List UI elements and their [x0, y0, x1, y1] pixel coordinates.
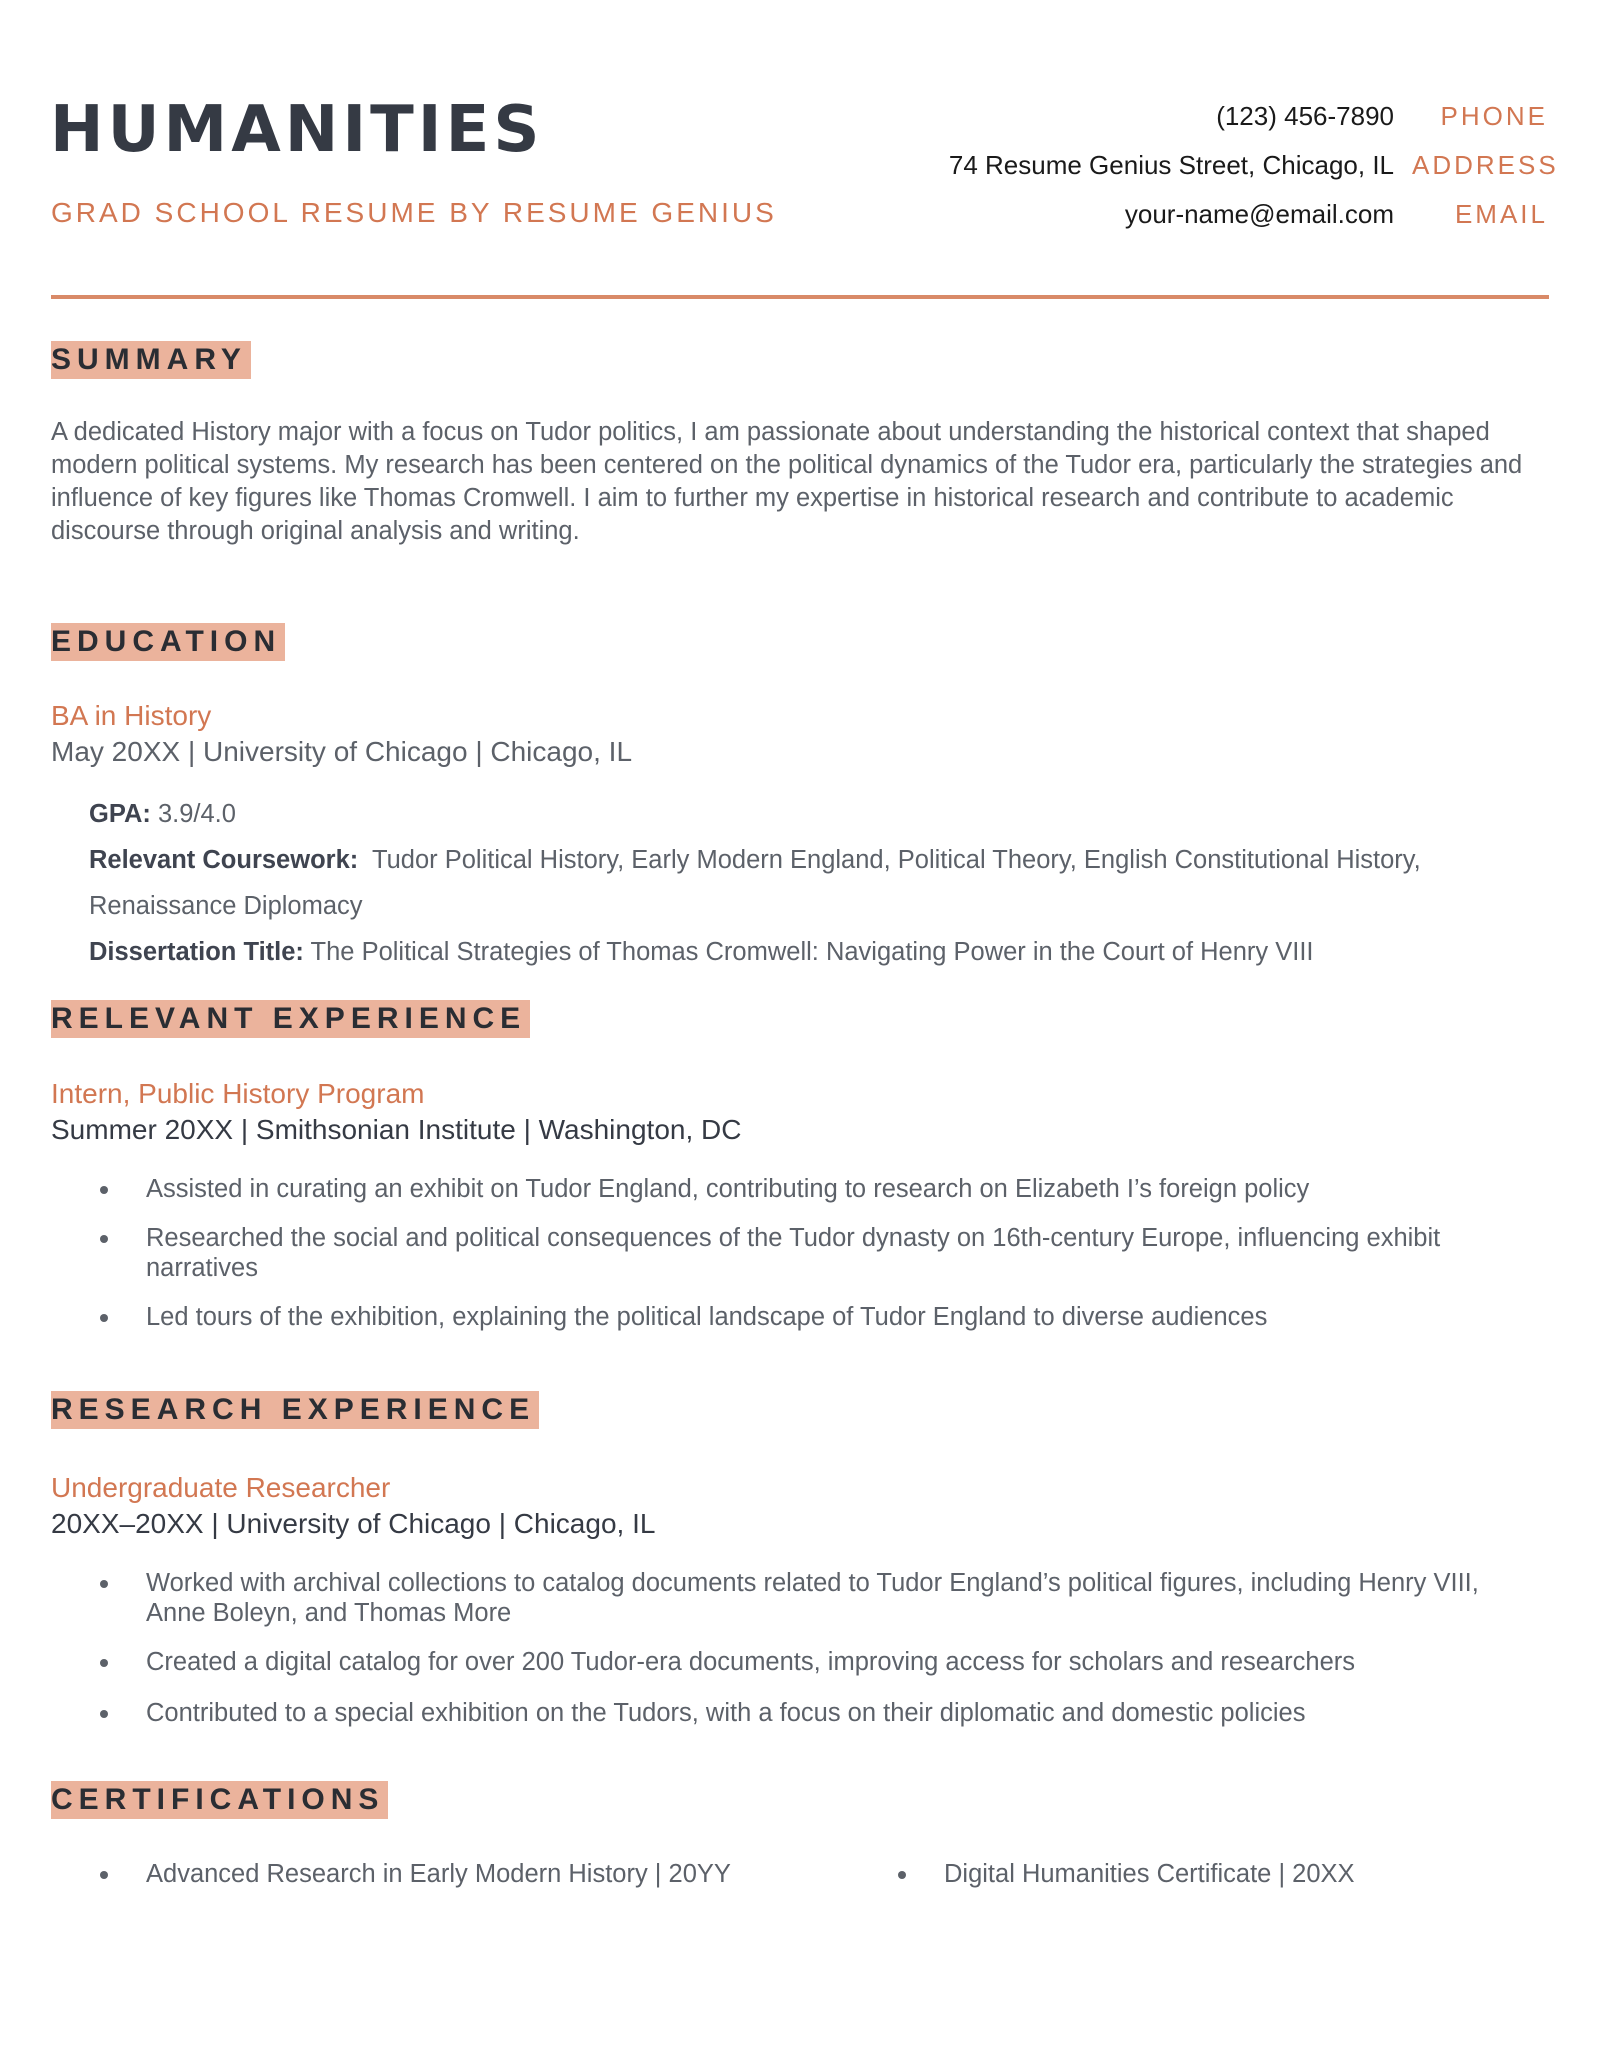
list-item: Contributed to a special exhibition on the Tudors, with a focus on their diplomatic and domestic policies: [51, 1698, 1531, 1728]
certification-item: Advanced Research in Early Modern History | 20YY: [101, 1859, 731, 1889]
coursework-value: Tudor Political History, Early Modern England, Political Theory, English Constitutional History,: [371, 846, 1421, 874]
education-meta: May 20XX | University of Chicago | Chicago, IL: [51, 736, 633, 767]
relevant-experience-meta: Summer 20XX | Smithsonian Institute | Washington, DC: [51, 1114, 742, 1145]
certifications-heading: CERTIFICATIONS: [51, 1781, 388, 1819]
dissertation-value: The Political Strategies of Thomas Cromwell: Navigating Power in the Court of Henry VIII: [310, 938, 1314, 966]
gpa-value: 3.9/4.0: [157, 800, 236, 828]
contact-email-row: [949, 190, 1548, 239]
certification-item: Digital Humanities Certificate | 20XX: [899, 1859, 1355, 1889]
contact-block: [948, 92, 1559, 239]
list-item: Created a digital catalog for over 200 Tudor-era documents, improving access for scholars and researchers: [51, 1647, 1531, 1677]
relevant-experience-heading: RELEVANT EXPERIENCE: [51, 1000, 530, 1038]
gpa-line: [89, 791, 1509, 837]
list-item: Researched the social and political consequences of the Tudor dynasty on 16th-century Europe, influencing exhibit narratives: [51, 1223, 1531, 1283]
dissertation-label: Dissertation Title:: [89, 938, 304, 966]
education-details: [89, 791, 1509, 975]
list-item: Led tours of the exhibition, explaining the political landscape of Tudor England to diverse audiences: [51, 1302, 1531, 1332]
relevant-experience-title: Intern, Public History Program: [51, 1078, 425, 1109]
coursework-line-2: [89, 883, 1509, 929]
contact-phone-row: [949, 92, 1548, 141]
resume-subtitle: GRAD SCHOOL RESUME BY RESUME GENIUS: [51, 197, 777, 228]
coursework-value-2: Renaissance Diplomacy: [89, 892, 363, 920]
address-value: 74 Resume Genius Street, Chicago, IL: [948, 150, 1394, 180]
gpa-label: GPA:: [89, 800, 151, 828]
contact-address-row: [948, 141, 1559, 190]
phone-label: PHONE: [1440, 101, 1548, 131]
research-experience-bullets: [51, 1568, 1531, 1728]
phone-value: (123) 456-7890: [1216, 101, 1394, 131]
dissertation-line: [89, 929, 1509, 975]
email-value: your-name@email.com: [1124, 199, 1394, 229]
coursework-line: [89, 837, 1509, 883]
relevant-experience-bullets: [51, 1174, 1531, 1332]
email-label: EMAIL: [1454, 199, 1548, 229]
list-item: Worked with archival collections to catalog documents related to Tudor England’s political figures, including Henry VIII, Anne Boleyn, and Thomas More: [51, 1568, 1531, 1628]
header-divider: [51, 295, 1549, 299]
research-experience-title: Undergraduate Researcher: [51, 1472, 391, 1503]
education-degree: BA in History: [51, 700, 212, 731]
education-heading: EDUCATION: [51, 623, 285, 661]
research-experience-heading: RESEARCH EXPERIENCE: [51, 1391, 539, 1429]
coursework-label: Relevant Coursework:: [89, 846, 359, 874]
address-label: ADDRESS: [1412, 150, 1559, 180]
research-experience-meta: 20XX–20XX | University of Chicago | Chicago, IL: [51, 1508, 656, 1539]
summary-text: A dedicated History major with a focus on Tudor politics, I am passionate about understanding the historical context that shaped modern political systems. My research has been centered on the political dynamics of the Tudor era, particularly the strategies and influence of key figures like Thomas Cromwell. I aim to further my expertise in historical research and contribute to academic discourse through original analysis and writing.: [51, 418, 1523, 545]
list-item: Assisted in curating an exhibit on Tudor England, contributing to research on Elizabeth I’s foreign policy: [51, 1174, 1531, 1204]
summary-heading: SUMMARY: [51, 341, 251, 379]
resume-name: HUMANITIES: [50, 93, 544, 167]
